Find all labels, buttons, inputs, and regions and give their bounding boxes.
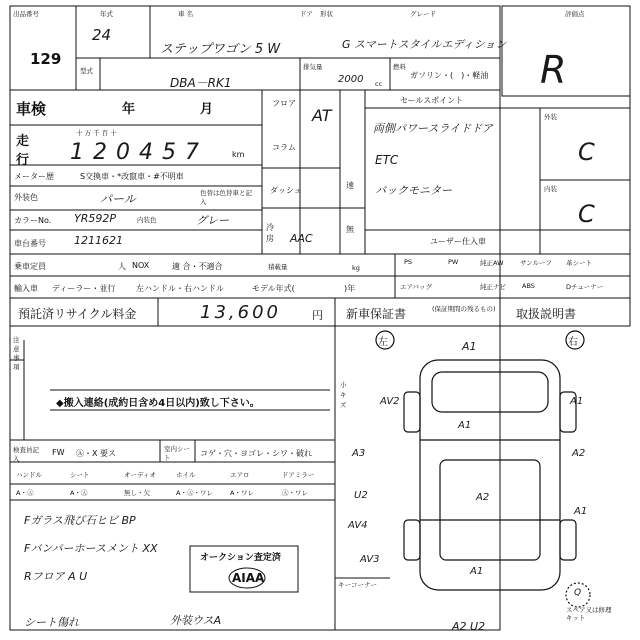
shift-column: コラム [272,143,296,152]
notes-label: 注意事項 [13,336,20,371]
shift-dash: ダッシュ [270,186,302,195]
mark-aa3: A3 [352,448,366,459]
mark-av2: AV2 [380,396,400,407]
equipment-navi: 純正ナビ [480,283,506,291]
import-value: ディーラー・並行 [52,284,116,293]
capacity-label: 乗車定員 [14,262,46,271]
shaken-month: 月 [200,102,214,117]
user-label: ユーザー仕入車 [430,237,486,246]
mark-note-left: 小キズ [340,381,347,409]
note-3: Rフロア A U [24,570,88,583]
meter-label: メーター歴 [14,172,54,181]
interior-grade-value: C [578,200,595,228]
mark-u2: U2 [354,490,368,501]
lot-label: 出品番号 [13,10,39,18]
shaken-year: 年 [122,102,136,117]
table-header-handle: ハンドル [16,471,42,479]
interior-seat-value: コゲ・穴・ヨゴレ・シワ・破れ [200,449,312,458]
corner-label: キーコーナー [338,581,377,589]
left-label: 左 [378,337,388,348]
spare-label: スペア又は修理キット [566,606,612,622]
import-label: 輸入車 [14,284,38,293]
capacity-unit: 人 [118,262,126,271]
mark-av3: AV3 [360,554,380,565]
interior-color-label: 内装色 [137,216,157,224]
mark-mid: A2 [476,492,490,503]
shift-speed: 速 [346,181,354,190]
ac-none: 無 [346,225,354,234]
equipment-leather: 革シート [566,259,592,267]
exterior-color-value: パール [100,192,136,206]
mileage-value: 120457 [70,140,208,165]
recycle-label: 預託済リサイクル料金 [18,307,137,321]
lot-number: 129 [30,50,62,68]
mark-lr: A1 [574,506,588,517]
chassis-label: 車台番号 [14,239,46,248]
equipment-pw: PW [448,258,459,266]
interior-seat-label: 室内シート [164,445,190,462]
mark-av4: AV4 [348,520,368,531]
table-value-wheel: A・Ⓐ・ワレ [176,489,213,497]
color-note: 色替は色替車と記入 [200,189,252,206]
inspector-label: 検査員記入 [13,446,39,463]
chassis-value: 1211621 [74,234,123,247]
manual-label: 取扱説明書 [516,307,577,321]
table-value-handle: A・Ⓐ [16,489,34,497]
color-no-label: カラーNo. [14,216,52,225]
table-value-aero: A・ワレ [230,489,254,497]
note-2: Fバンパーホースメント XX [24,542,158,555]
interior-color-value: グレー [196,214,229,227]
sales-points-label: セールスポイント [400,96,464,105]
interior-grade-label: 内装 [544,185,557,193]
stamp-brand: AIAA [232,571,265,585]
car-name-label: 車 名 [178,10,194,18]
score-label: 評価点 [565,10,585,18]
displacement-label: 排気量 [303,63,323,71]
equipment-airbag: エアバッグ [400,283,432,291]
warranty-label: 新車保証書 [346,307,407,321]
table-header-audio: オーディオ [124,471,156,479]
sales-point-2: ETC [375,153,399,167]
mark-bottom: A2 U2 [452,620,486,633]
mark-rr: A1 [570,396,584,407]
table-header-seat: シート [70,471,90,479]
note-4: シート傷れ [24,616,79,629]
inspector-value: Ⓐ・X 要ス [76,449,117,458]
right-label: 右 [568,337,578,348]
table-value-seat: A・Ⓐ [70,489,88,497]
grade-value: G スマートスタイルエディション [342,38,507,51]
equipment-ps: PS [404,258,413,266]
ac-label: 冷房 [266,223,274,243]
note-outer: 外装ウスA [170,614,222,627]
year-value: 24 [92,26,112,44]
import-handle: 左ハンドル・右ハンドル [136,284,224,293]
door-label: ドア [300,10,313,18]
exterior-grade-value: C [578,138,595,166]
shape-label: 形状 [320,10,333,18]
car-name-value: ステップワゴン 5 W [160,42,281,57]
fuel-value: ガソリン・( )・軽油 [410,71,489,80]
grade-label: グレード [410,10,436,18]
mileage-digits-label: 十 万 千 百 十 [76,129,117,137]
meter-value: S交換車・*改竄車・#不明車 [80,172,184,181]
exterior-color-label: 外装色 [14,193,38,202]
mileage-label: 走行 [16,134,30,168]
nox-value: 適 合・不適合 [172,262,223,271]
shift-floor: フロア [272,99,296,108]
stamp-title: オークション査定済 [200,553,281,563]
mark-ua2: A2 [572,448,586,459]
table-header-aero: エアロ [230,471,250,479]
recycle-value: 13,600 [200,302,281,323]
note-1: Fガラス飛び石ヒビ BP [24,514,136,527]
import-year: )年 [344,284,356,293]
fuel-label: 燃料 [393,63,406,71]
nox-label: NOX [132,261,150,270]
equipment-aw: 純正AW [480,259,504,267]
model-label: 型式 [80,67,93,75]
import-model-year: モデル年式( [252,284,295,293]
table-header-wheel: ホイル [176,471,196,479]
model-value: DBA－RK1 [170,76,232,90]
table-value-audio: 無し・欠 [124,489,150,497]
notice-text: ◆搬入連絡(成約日含め4日以内)致し下さい。 [56,398,260,409]
mark-wheel: Q [574,588,582,598]
score-value: R [540,48,567,92]
load-kg: kg [352,264,360,272]
sales-point-1: 両側パワースライドドア [373,122,493,135]
inspector-fw: FW [52,448,65,457]
warranty-note: (保証期間の残るもの) [432,305,496,313]
shaken-label: 車検 [16,100,47,118]
sales-point-3: バックモニター [375,184,452,197]
table-header-mirror: ドアミラー [282,471,315,479]
color-no-value: YR592P [74,212,116,225]
shift-value: AT [312,106,332,125]
ac-value: AAC [290,232,313,245]
load-label: 積載量 [268,263,288,271]
recycle-unit: 円 [312,309,323,322]
table-value-mirror: Ⓐ・ワレ [282,489,308,497]
mark-top: A1 [462,340,477,353]
equipment-dtuner: Dチューナー [566,283,604,291]
mark-rl: A1 [470,566,484,577]
displacement-unit: cc [375,80,383,88]
exterior-grade-label: 外装 [544,113,557,121]
equipment-sunroof: サンルーフ [520,259,552,267]
mark-a1c: A1 [458,420,472,431]
year-label: 年式 [100,10,113,18]
equipment-abs: ABS [522,282,535,290]
mileage-unit: km [232,150,245,159]
displacement-value: 2000 [338,74,364,85]
